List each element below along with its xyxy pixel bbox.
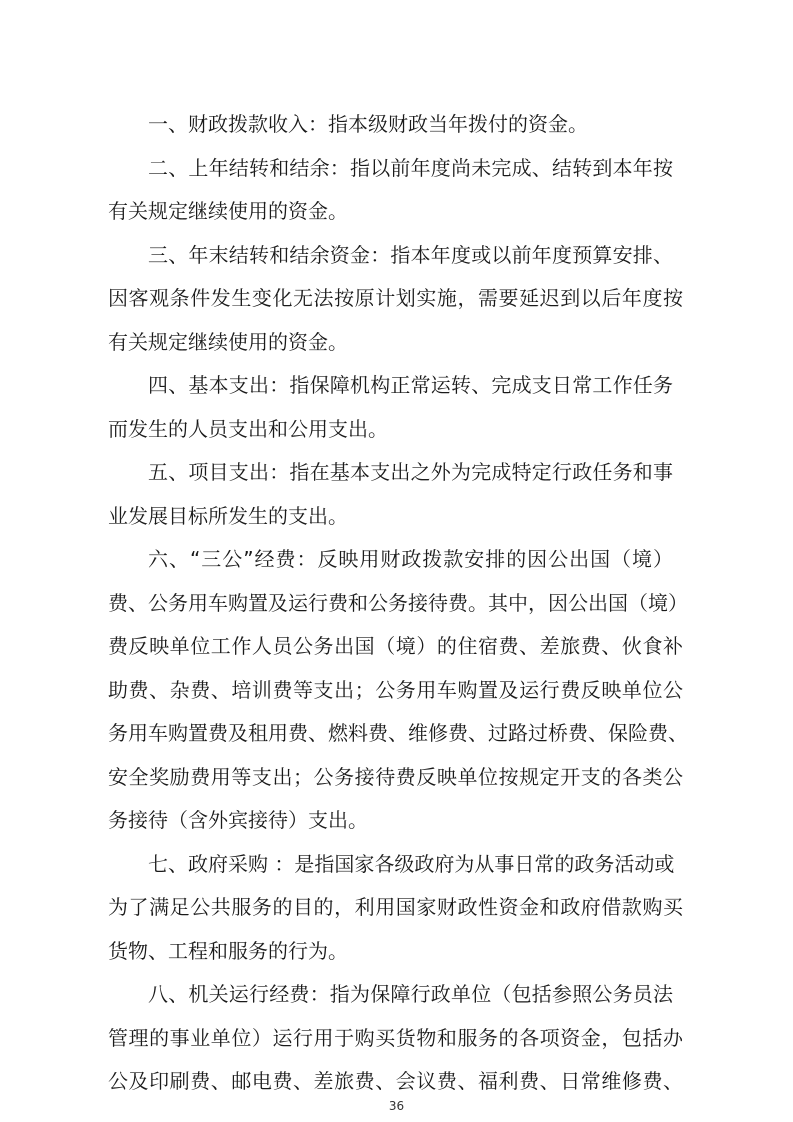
text-line: 而发生的人员支出和公用支出。 — [108, 417, 388, 441]
text-line: 五、项目支出：指在基本支出之外为完成特定行政任务和事 — [148, 460, 673, 484]
text-line: 因客观条件发生变化无法按原计划实施，需要延迟到以后年度按 — [108, 286, 683, 310]
text-line: 业发展目标所发生的支出。 — [108, 504, 348, 528]
page-number: 36 — [388, 1099, 405, 1113]
text-line: 管理的事业单位）运行用于购买货物和服务的各项资金，包括办 — [108, 1026, 683, 1050]
text-line: 务用车购置费及租用费、燃料费、维修费、过路过桥费、保险费、 — [108, 721, 688, 745]
text-line: 有关规定继续使用的资金。 — [108, 330, 348, 354]
text-line: 四、基本支出：指保障机构正常运转、完成支日常工作任务 — [148, 373, 673, 397]
text-line: 助费、杂费、培训费等支出；公务用车购置及运行费反映单位公 — [108, 678, 683, 702]
text-line: 八、机关运行经费：指为保障行政单位（包括参照公务员法 — [148, 982, 673, 1006]
text-line: 公及印刷费、邮电费、差旅费、会议费、福利费、日常维修费、 — [108, 1069, 683, 1093]
text-line: 为了满足公共服务的目的，利用国家财政性资金和政府借款购买 — [108, 895, 683, 919]
text-line: 七、政府采购 ：是指国家各级政府为从事日常的政务活动或 — [148, 852, 675, 876]
text-line: 一、财政拨款收入：指本级财政当年拨付的资金。 — [148, 112, 588, 136]
text-line: 三、年末结转和结余资金：指本年度或以前年度预算安排、 — [148, 243, 673, 267]
text-line: 费反映单位工作人员公务出国（境）的住宿费、差旅费、伙食补 — [108, 634, 683, 658]
text-line: 费、公务用车购置及运行费和公务接待费。其中，因公出国（境） — [108, 591, 688, 615]
text-line: 六、“三公”经费：反映用财政拨款安排的因公出国（境） — [148, 547, 673, 571]
text-line: 务接待（含外宾接待）支出。 — [108, 808, 368, 832]
text-line: 二、上年结转和结余：指以前年度尚未完成、结转到本年按 — [148, 156, 673, 180]
text-line: 有关规定继续使用的资金。 — [108, 199, 348, 223]
text-line: 货物、工程和服务的行为。 — [108, 939, 348, 963]
text-line: 安全奖励费用等支出；公务接待费反映单位按规定开支的各类公 — [108, 765, 683, 789]
